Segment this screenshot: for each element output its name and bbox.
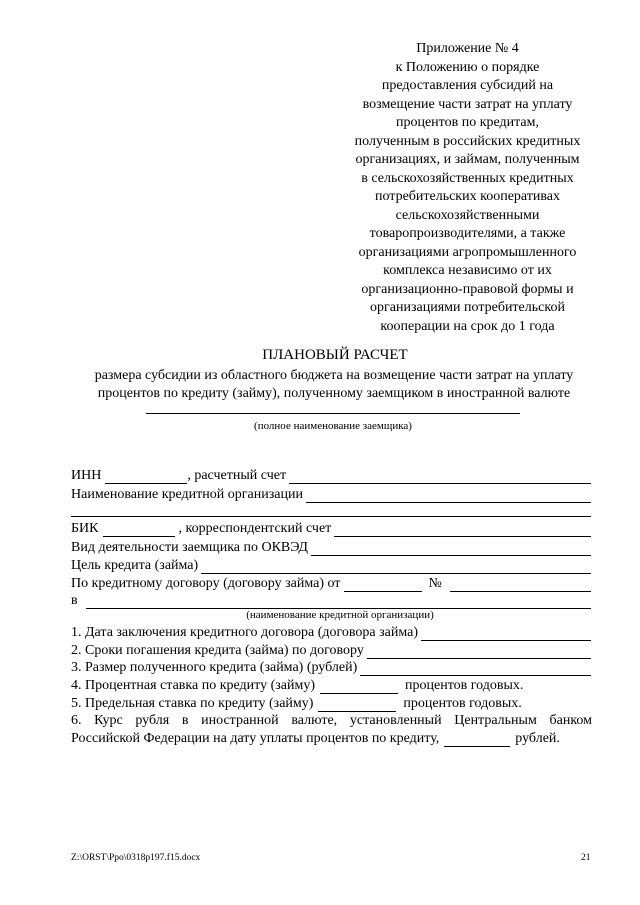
appendix-line: потребительских кооперативах [374, 189, 561, 204]
appendix-line: товаропроизводителями, а также [369, 226, 566, 241]
okved-row [71, 539, 591, 556]
footer-file-path: Z:\ORST\Ppo\0318p197.f15.docx [71, 853, 201, 863]
item-5-label: 5. Предельная ставка по кредиту (займу) [71, 696, 314, 711]
footer-page-number: 21 [581, 853, 591, 863]
item-6-field[interactable] [444, 733, 510, 747]
item-5-suffix: процентов годовых. [403, 696, 522, 711]
item-1-field[interactable] [421, 627, 591, 641]
agreement-date-field[interactable] [344, 578, 422, 592]
appendix-line: полученным в российских кредитных [354, 133, 581, 149]
item-2-label: 2. Сроки погашения кредита (займа) по договору [71, 643, 364, 658]
bik-row [71, 520, 591, 537]
agreement-number-field[interactable] [450, 578, 591, 592]
subtitle-line-1: размера субсидии из областного бюджета на возмещение части затрат на уплату [94, 368, 574, 383]
account-label: , расчетный счет [187, 468, 287, 483]
appendix-line: организационно-правовой формы и [361, 281, 574, 297]
item-3-label: 3. Размер полученного кредита (займа) (рублей) [71, 660, 358, 675]
appendix-line: комплекса независимо от их [383, 263, 552, 278]
okved-label: Вид деятельности заемщика по ОКВЭД [71, 540, 308, 555]
bank-name-field-continuation[interactable] [71, 516, 591, 517]
corr-account-label: , корреспондентский счет [178, 521, 332, 536]
item-5-field[interactable] [318, 698, 396, 712]
item-1-row [71, 624, 591, 641]
borrower-caption: (полное наименование заемщика) [254, 420, 412, 432]
bik-field[interactable] [103, 523, 175, 537]
item-5-row [71, 695, 591, 712]
agreement-label: По кредитному договору (договору займа) от [71, 576, 341, 591]
item-6-label: Российской Федерации на дату уплаты процентов по кредиту, [71, 731, 440, 746]
inn-label: ИНН [71, 468, 102, 483]
inn-row [71, 467, 591, 484]
appendix-line: кооперации на срок до 1 года [380, 318, 555, 334]
bik-label: БИК [71, 521, 99, 536]
appendix-line: сельскохозяйственными [395, 207, 540, 223]
appendix-line: Приложение № 4 [416, 41, 519, 56]
inn-field[interactable] [105, 470, 187, 484]
in-label: в [71, 593, 78, 608]
appendix-line: в сельскохозяйственных кредитных [361, 170, 574, 186]
purpose-row [71, 557, 591, 574]
number-sign: № [428, 576, 442, 591]
bank-name-label: Наименование кредитной организации [71, 487, 303, 502]
appendix-line: организациях, и займам, полученным [355, 152, 580, 167]
item-6-line-1: 6. Курс рубля в иностранной валюте, установленный Центральным банком [71, 713, 592, 728]
account-field[interactable] [289, 470, 591, 484]
agreement-row [71, 575, 591, 592]
item-2-field[interactable] [367, 645, 591, 659]
item-4-field[interactable] [320, 680, 398, 694]
document-subtitle [40, 367, 628, 403]
appendix-line: организациями потребительской [370, 300, 565, 315]
purpose-field[interactable] [201, 560, 591, 574]
appendix-line: организациями агропромышленного [358, 244, 577, 260]
appendix-line: возмещение части затрат на уплату [362, 96, 573, 112]
appendix-header [345, 40, 590, 336]
document-title: ПЛАНОВЫЙ РАСЧЕТ [262, 347, 408, 363]
okved-field[interactable] [311, 542, 591, 556]
item-4-row [71, 677, 591, 694]
item-1-label: 1. Дата заключения кредитного договора (договора займа) [71, 625, 419, 640]
item-2-row [71, 642, 591, 659]
bank-caption: (наименование кредитной организации) [246, 609, 434, 621]
subtitle-line-2: процентов по кредиту (займу), полученному заемщиком в иностранной валюте [97, 386, 571, 401]
corr-account-field[interactable] [334, 523, 591, 537]
item-4-suffix: процентов годовых. [405, 678, 524, 693]
item-6-line-2 [71, 730, 591, 747]
item-6-suffix: рублей. [515, 731, 560, 746]
purpose-label: Цель кредита (займа) [71, 558, 199, 573]
appendix-line: к Положению о порядке [395, 59, 540, 75]
item-4-label: 4. Процентная ставка по кредиту (займу) [71, 678, 315, 693]
item-3-row [71, 659, 591, 676]
appendix-line: предоставления субсидий на [381, 78, 554, 93]
item-3-field[interactable] [360, 662, 591, 676]
bank-in-field[interactable] [86, 595, 591, 609]
bank-name-row [71, 486, 591, 503]
bank-name-field[interactable] [306, 489, 591, 503]
appendix-line: процентов по кредитам, [395, 115, 540, 130]
bank-in-row [71, 592, 591, 609]
borrower-name-blank[interactable] [146, 413, 520, 414]
